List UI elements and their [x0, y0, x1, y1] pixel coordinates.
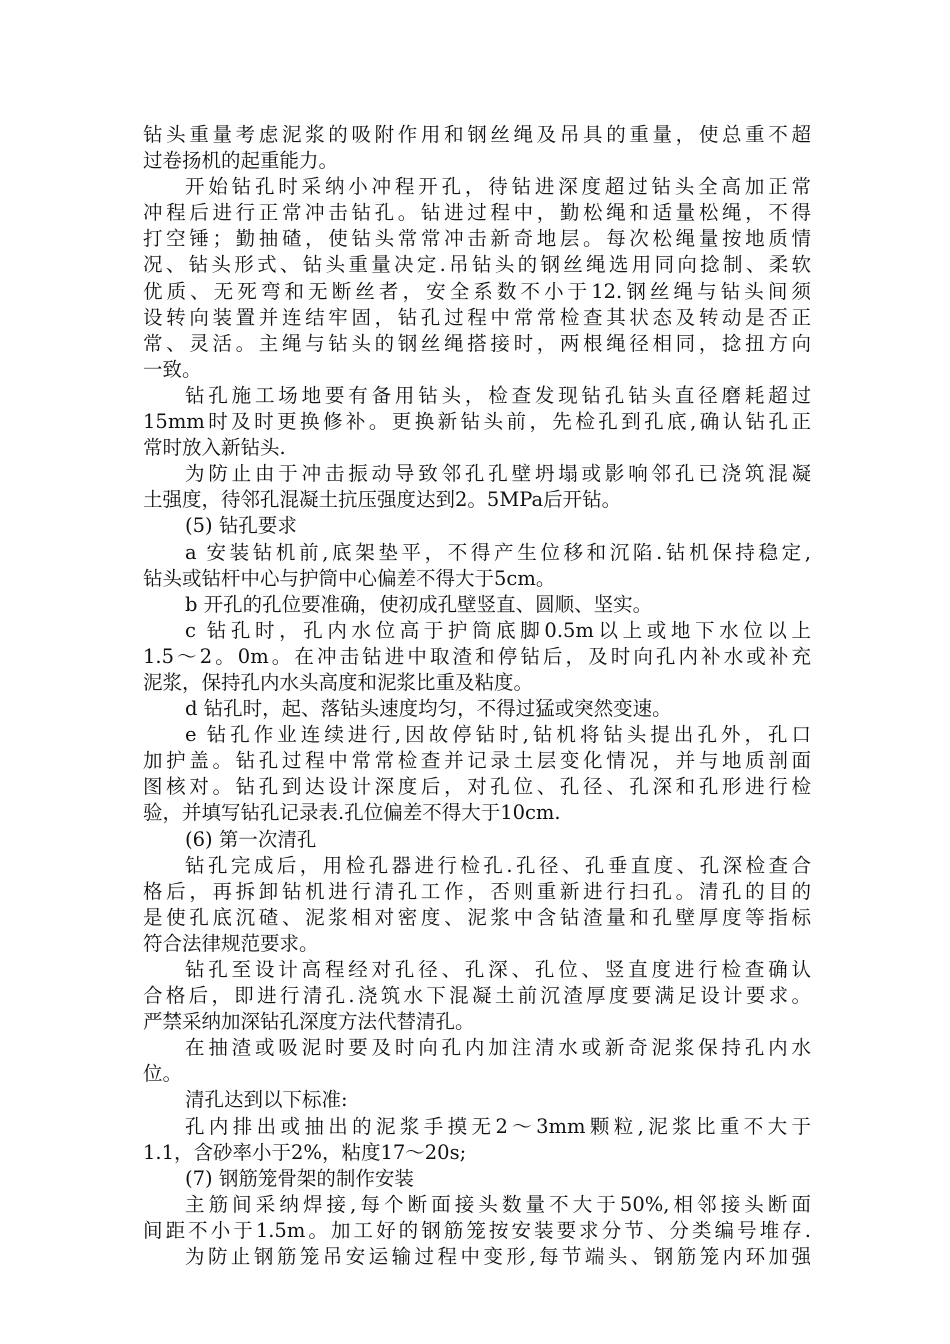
text-line: 过卷扬机的起重能力。	[143, 149, 339, 173]
document-body	[143, 122, 811, 1270]
text-line: (7) 钢筋笼骨架的制作安装	[185, 1166, 414, 1190]
text-line: (6) 第一次清孔	[185, 827, 317, 851]
text-line: 符合法律规范要求。	[143, 931, 319, 955]
text-line: 孔内排出或抽出的泥浆手摸无2～3mm颗粒,泥浆比重不大于	[185, 1114, 811, 1138]
text-line: 钻孔至设计高程经对孔径、孔深、孔位、竖直度进行检查确认	[185, 958, 811, 981]
text-line: 钻孔施工场地要有备用钻头，检查发现钻孔钻头直径磨耗超过	[185, 383, 811, 407]
text-line: 在抽渣或吸泥时要及时向孔内加注清水或新奇泥浆保持孔内水	[185, 1036, 811, 1060]
text-line: 为防止由于冲击振动导致邻孔孔壁坍塌或影响邻孔已浇筑混凝	[185, 462, 811, 486]
text-line: 冲程后进行正常冲击钻孔。钻进过程中，勤松绳和适量松绳，不得	[143, 201, 811, 225]
text-line: 严禁采纳加深钻孔深度方法代替清孔。	[143, 1010, 475, 1034]
text-line: 常、灵活。主绳与钻头的钢丝绳搭接时，两根绳径相同，捻扭方向	[143, 331, 811, 355]
text-line: 15mm时及时更换修补。更换新钻头前，先检孔到孔底,确认钻孔正	[143, 410, 811, 434]
text-line: 一致。	[143, 357, 202, 381]
text-line: 间距不小于1.5m。加工好的钢筋笼按安装要求分节、分类编号堆存.	[143, 1218, 811, 1242]
text-line: 位。	[143, 1062, 183, 1086]
text-line: 合格后，即进行清孔.浇筑水下混凝土前沉渣厚度要满足设计要求。	[143, 984, 811, 1008]
text-line: 主筋间采纳焊接,每个断面接头数量不大于50%,相邻接头断面	[185, 1192, 811, 1216]
text-line: 为防止钢筋笼吊安运输过程中变形,每节端头、钢筋笼内环加强	[185, 1245, 811, 1269]
text-line: c 钻孔时，孔内水位高于护筒底脚0.5m以上或地下水位以上	[185, 618, 811, 642]
text-line: 钻头或钻杆中心与护筒中心偏差不得大于5cm。	[143, 566, 556, 590]
text-line: 常时放入新钻头.	[143, 436, 286, 460]
text-line: (5) 钻孔要求	[185, 514, 297, 538]
text-line: 打空锤；勤抽碴，使钻头常常冲击新奇地层。每次松绳量按地质情	[143, 227, 811, 251]
text-line: 土强度，待邻孔混凝土抗压强度达到2。5MPa后开钻。	[143, 488, 622, 512]
text-line: 验，并填写钻孔记录表.孔位偏差不得大于10cm.	[143, 801, 561, 825]
text-line: 设转向装置并连结牢固，钻孔过程中常常检查其状态及转动是否正	[143, 305, 811, 329]
text-line: 钻头重量考虑泥浆的吸附作用和钢丝绳及吊具的重量，使总重不超	[143, 123, 811, 146]
text-line: 是使孔底沉碴、泥浆相对密度、泥浆中含钻渣量和孔壁厚度等指标	[143, 905, 811, 929]
text-line: 加护盖。钻孔过程中常常检查并记录土层变化情况，并与地质剖面	[143, 749, 811, 773]
text-line: 况、钻头形式、钻头重量决定.吊钻头的钢丝绳选用同向捻制、柔软	[143, 253, 811, 277]
text-line: 1.1，含砂率小于2%，粘度17～20s;	[143, 1140, 467, 1164]
text-line: e 钻孔作业连续进行,因故停钻时,钻机将钻头提出孔外，孔口	[185, 723, 811, 747]
text-line: 泥浆，保持孔内水头高度和泥浆比重及粘度。	[143, 670, 534, 694]
text-line: a 安装钻机前,底架垫平，不得产生位移和沉陷.钻机保持稳定,	[185, 540, 811, 564]
text-line: 钻孔完成后，用检孔器进行检孔.孔径、孔垂直度、孔深检查合	[185, 853, 811, 877]
text-line: 1.5～2。0m。在冲击钻进中取渣和停钻后，及时向孔内补水或补充	[143, 644, 811, 668]
text-line: 格后，再拆卸钻机进行清孔工作，否则重新进行扫孔。清孔的目的	[143, 879, 811, 903]
text-line: 优质、无死弯和无断丝者，安全系数不小于12.钢丝绳与钻头间须	[143, 279, 811, 303]
text-line: 清孔达到以下标准:	[185, 1088, 348, 1112]
text-line: b 开孔的孔位要准确，使初成孔壁竖直、圆顺、坚实。	[185, 592, 653, 616]
text-line: 图核对。钻孔到达设计深度后，对孔位、孔径、孔深和孔形进行检	[143, 775, 811, 799]
text-line: d 钻孔时，起、落钻头速度均匀，不得过猛或突然变速。	[185, 697, 672, 721]
text-line: 开始钻孔时采纳小冲程开孔，待钻进深度超过钻头全高加正常	[185, 175, 811, 199]
